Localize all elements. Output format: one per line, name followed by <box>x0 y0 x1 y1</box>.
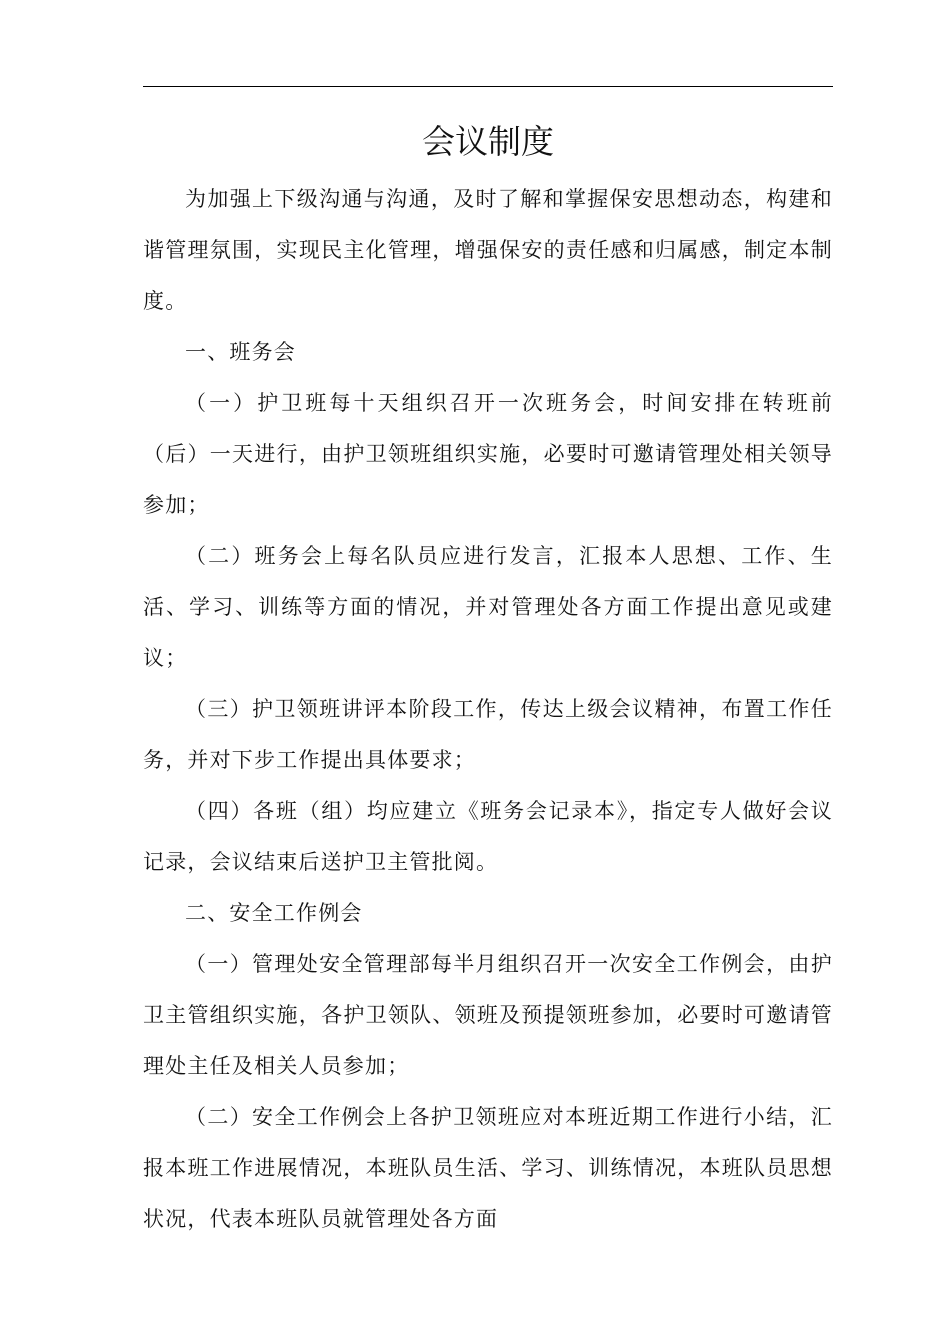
class-meeting-item-4: （四）各班（组）均应建立《班务会记录本》，指定专人做好会议记录，会议结束后送护卫主管批阅。 <box>143 799 833 874</box>
intro-paragraph: 为加强上下级沟通与沟通，及时了解和掌握保安思想动态，构建和谐管理氛围，实现民主化管理，增强保安的责任感和归属感，制定本制度。 <box>143 187 833 313</box>
safety-meeting-item-1: （一）管理处安全管理部每半月组织召开一次安全工作例会，由护卫主管组织实施，各护卫领队、领班及预提领班参加，必要时可邀请管理处主任及相关人员参加； <box>143 952 833 1078</box>
class-meeting-item-2: （二）班务会上每名队员应进行发言，汇报本人思想、工作、生活、学习、训练等方面的情况，并对管理处各方面工作提出意见或建议； <box>143 544 833 670</box>
header-rule <box>143 86 833 87</box>
safety-meeting-item-2: （二）安全工作例会上各护卫领班应对本班近期工作进行小结，汇报本班工作进展情况，本班队员生活、学习、训练情况，本班队员思想状况，代表本班队员就管理处各方面 <box>143 1105 833 1231</box>
section-heading-class-meeting: 一、班务会 <box>185 340 296 364</box>
section-heading-safety-meeting: 二、安全工作例会 <box>185 901 363 925</box>
class-meeting-item-3: （三）护卫领班讲评本阶段工作，传达上级会议精神，布置工作任务，并对下步工作提出具体要求； <box>143 697 833 772</box>
document-title: 会议制度 <box>422 122 554 161</box>
document-body <box>143 174 833 1245</box>
class-meeting-item-1: （一）护卫班每十天组织召开一次班务会，时间安排在转班前（后）一天进行，由护卫领班组织实施，必要时可邀请管理处相关领导参加； <box>143 391 833 517</box>
